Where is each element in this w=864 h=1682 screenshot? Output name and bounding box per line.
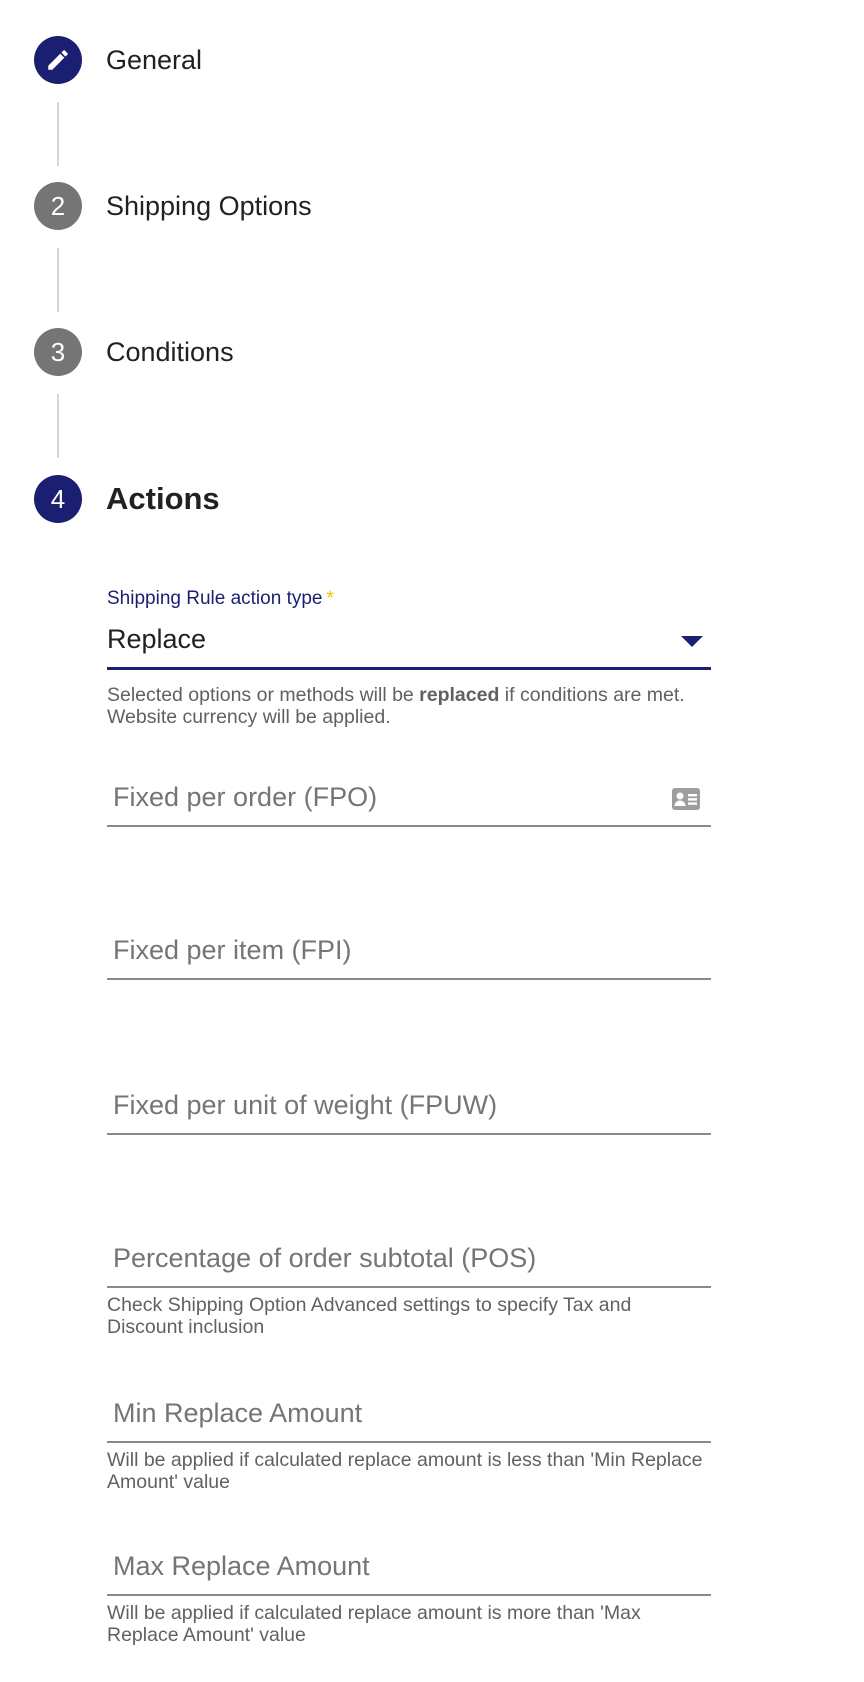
step-general[interactable] xyxy=(34,36,202,84)
action-type-label xyxy=(107,588,334,610)
step-connector xyxy=(57,394,59,458)
step-conditions-number: 3 xyxy=(34,328,82,376)
pos-input[interactable] xyxy=(107,1236,711,1288)
required-mark: * xyxy=(326,588,334,609)
fpuw-input[interactable] xyxy=(107,1083,711,1135)
action-type-helper-suffix: if conditions are met. Website currency will be applied. xyxy=(107,684,685,728)
action-type-helper-bold: replaced xyxy=(419,684,500,706)
action-type-helper-prefix: Selected options or methods will be xyxy=(107,684,420,706)
action-type-helper xyxy=(107,684,711,728)
step-connector xyxy=(57,248,59,312)
step-shipping-options-label: Shipping Options xyxy=(106,190,312,221)
min-replace-amount-helper: Will be applied if calculated replace amount is less than 'Min Replace Amount' value xyxy=(107,1449,703,1493)
action-type-label-text: Shipping Rule action type xyxy=(107,588,323,609)
dropdown-arrow-icon[interactable] xyxy=(681,636,703,647)
step-conditions[interactable] xyxy=(34,328,234,376)
pos-helper: Check Shipping Option Advanced settings to specify Tax and Discount inclusion xyxy=(107,1294,632,1338)
fpi-placeholder: Fixed per item (FPI) xyxy=(113,935,352,965)
fpo-placeholder: Fixed per order (FPO) xyxy=(113,782,378,812)
contact-card-icon[interactable] xyxy=(671,787,701,811)
step-actions-label: Actions xyxy=(106,481,220,516)
step-general-label: General xyxy=(106,44,203,75)
step-shipping-options-number: 2 xyxy=(34,182,82,230)
min-replace-amount-placeholder: Min Replace Amount xyxy=(113,1398,363,1428)
step-actions[interactable] xyxy=(34,475,220,523)
step-conditions-label: Conditions xyxy=(106,336,234,367)
fpi-input[interactable] xyxy=(107,928,711,980)
step-shipping-options[interactable] xyxy=(34,182,312,230)
action-type-value: Replace xyxy=(107,624,207,654)
max-replace-amount-input[interactable] xyxy=(107,1544,711,1596)
step-actions-number: 4 xyxy=(34,475,82,523)
pencil-icon xyxy=(45,47,71,73)
step-general-indicator xyxy=(34,36,82,84)
fpo-input[interactable] xyxy=(107,775,711,827)
pos-placeholder: Percentage of order subtotal (POS) xyxy=(113,1243,537,1273)
action-type-select[interactable] xyxy=(107,620,711,670)
max-replace-amount-helper: Will be applied if calculated replace amount is more than 'Max Replace Amount' value xyxy=(107,1602,641,1646)
step-connector xyxy=(57,102,59,166)
max-replace-amount-placeholder: Max Replace Amount xyxy=(113,1551,370,1581)
fpuw-placeholder: Fixed per unit of weight (FPUW) xyxy=(113,1090,498,1120)
min-replace-amount-input[interactable] xyxy=(107,1391,711,1443)
